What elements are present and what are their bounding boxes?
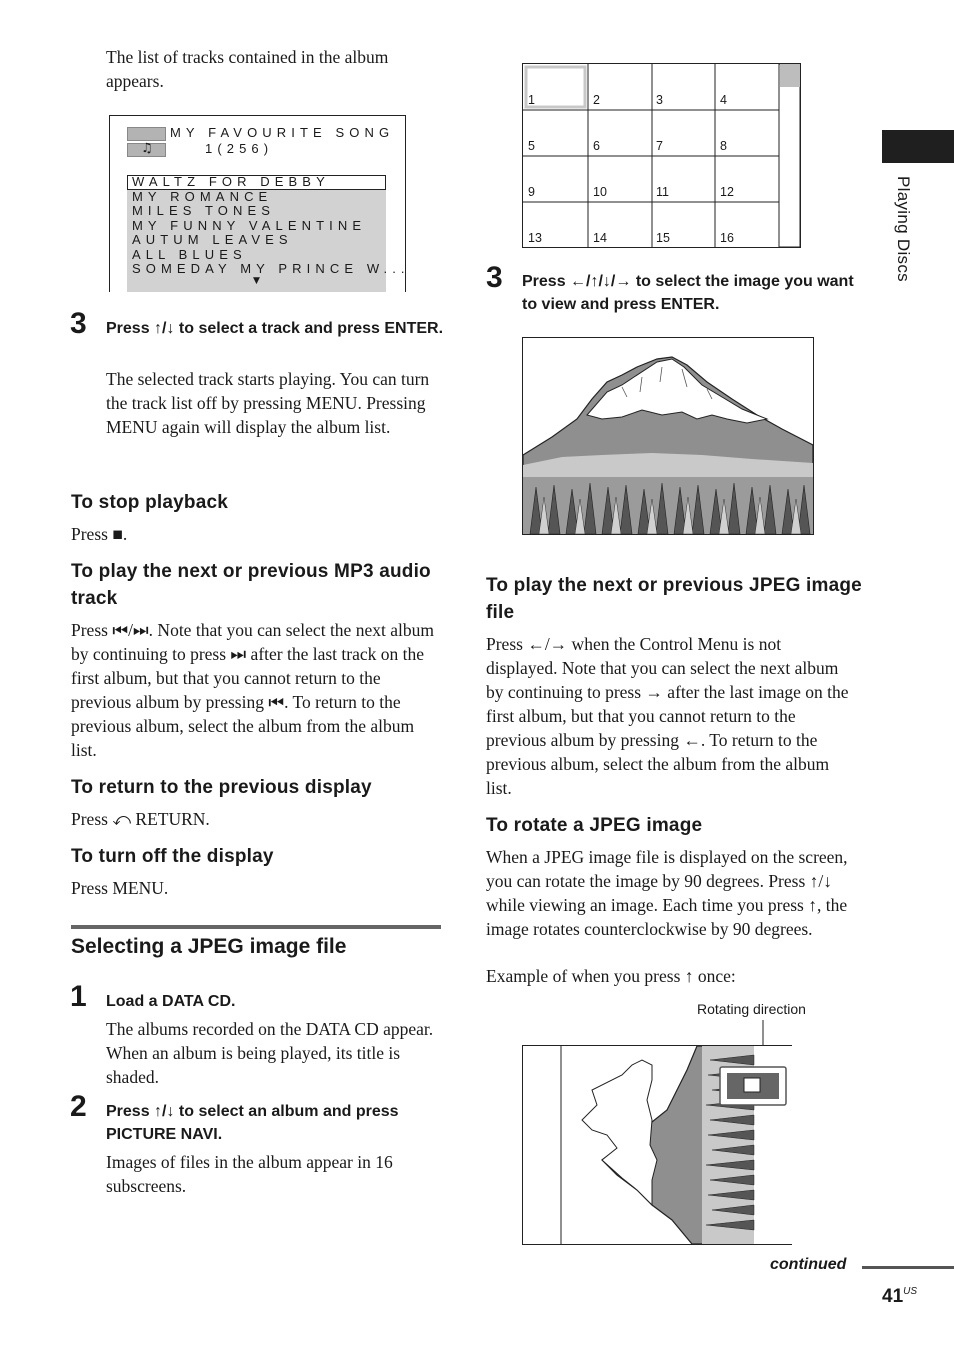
subscreen-4[interactable]: 4 <box>720 93 727 107</box>
chapter-label: Playing Discs <box>894 176 913 282</box>
grid-lines <box>523 64 800 247</box>
return-display-heading: To return to the previous display <box>71 777 372 798</box>
osd-track: SOMEDAY MY PRINCE W... <box>132 261 410 276</box>
subscreen-8[interactable]: 8 <box>720 139 727 153</box>
subscreen-15[interactable]: 15 <box>656 231 670 245</box>
page-number <box>882 1286 917 1308</box>
scroll-down-icon: ▼ <box>253 276 260 286</box>
osd-album-title: MY FAVOURITE SONG <box>170 125 395 140</box>
osd-track: ALL BLUES <box>132 247 247 262</box>
step-title: Press ←/↑/↓/→ to select the image you want to view and press ENTER. <box>522 273 854 313</box>
subscreen-1[interactable]: 1 <box>528 93 535 107</box>
next-prev-jpeg-heading: To play the next or previous JPEG image file <box>486 575 862 623</box>
subscreen-11[interactable]: 11 <box>656 185 669 199</box>
step-title: Press ↑/↓ to select an album and press PICTURE NAVI. <box>106 1103 399 1143</box>
step-title: Load a DATA CD. <box>106 993 236 1010</box>
return-display-text: Press ⤺ RETURN. <box>71 809 210 829</box>
subscreen-12[interactable]: 12 <box>720 185 734 199</box>
subscreen-13[interactable]: 13 <box>528 231 542 245</box>
section-rule <box>71 925 441 929</box>
osd-track: MILES TONES <box>132 203 276 218</box>
continued-rule <box>862 1266 954 1269</box>
next-prev-mp3-heading: To play the next or previous MP3 audio track <box>71 561 431 609</box>
step-number: 3 <box>486 261 503 294</box>
subscreen-3[interactable]: 3 <box>656 93 663 107</box>
continued-label: continued <box>770 1256 847 1273</box>
step-text: The albums recorded on the DATA CD appear. When an album is being played, its title is shaded. <box>106 1019 434 1087</box>
osd-track: MY ROMANCE <box>132 189 273 204</box>
section-title: Selecting a JPEG image file <box>71 935 347 958</box>
osd-track: AUTUM LEAVES <box>132 232 293 247</box>
chapter-tab <box>882 130 954 163</box>
next-prev-mp3-text: Press ⏮/⏭. Note that you can select the next album by continuing to press ⏭ after the last track on the first album, but that you cannot return to the previous album by pressing ⏮. To return to the previous album, select the album from the album list. <box>71 620 434 760</box>
rotating-direction-label: Rotating direction <box>697 1001 806 1017</box>
subscreen-16[interactable]: 16 <box>720 231 734 245</box>
step-text: Images of files in the album appear in 16 subscreens. <box>106 1152 393 1196</box>
rotate-heading: To rotate a JPEG image <box>486 815 703 836</box>
subscreen-10[interactable]: 10 <box>593 185 607 199</box>
turn-off-heading: To turn off the display <box>71 846 274 867</box>
subscreen-6[interactable]: 6 <box>593 139 600 153</box>
osd-track: MY FUNNY VALENTINE <box>132 218 367 233</box>
subscreen-14[interactable]: 14 <box>593 231 607 245</box>
turn-off-text: Press MENU. <box>71 878 169 898</box>
thumbnail-grid <box>522 63 801 248</box>
page-number-suffix: US <box>903 1286 918 1297</box>
step-number: 2 <box>70 1090 87 1123</box>
music-note-icon: ♫ <box>127 143 166 157</box>
step-text: The selected track starts playing. You can turn the track list off by pressing MENU. Pressing MENU again will display the album list. <box>106 369 430 437</box>
next-prev-jpeg-text: Press ←/→ when the Control Menu is not displayed. Note that you can select the next album by continuing to press → after the last image on the first album, but that you cannot return to the previous album by pressing ←. To return to the previous album, select the album from the album list. <box>486 634 849 798</box>
subscreen-7[interactable]: 7 <box>656 139 663 153</box>
step-title: Press ↑/↓ to select a track and press ENTER. <box>106 320 444 337</box>
page-number-value: 41 <box>882 1286 904 1307</box>
step-number: 3 <box>70 307 87 340</box>
stop-text: Press ■. <box>71 524 128 544</box>
osd-track: WALTZ FOR DEBBY <box>132 174 330 189</box>
subscreen-9[interactable]: 9 <box>528 185 535 199</box>
stop-heading: To stop playback <box>71 492 228 513</box>
osd-track-count: 1(256) <box>205 141 274 156</box>
mountain-image <box>522 337 814 535</box>
rotate-example-text: Example of when you press ↑ once: <box>486 966 736 986</box>
subscreen-2[interactable]: 2 <box>593 93 600 107</box>
rotated-image <box>522 1020 792 1246</box>
rotate-text: When a JPEG image file is displayed on the screen, you can rotate the image by 90 degrees. Press ↑/↓ while viewing an image. Each time you press ↑, the image rotates counterclockwise by 90 degrees. <box>486 847 848 939</box>
step-number: 1 <box>70 980 87 1013</box>
subscreen-5[interactable]: 5 <box>528 139 535 153</box>
album-icon <box>127 127 166 141</box>
intro-text: The list of tracks contained in the album appears. <box>106 47 389 91</box>
track-list-screen <box>109 115 410 292</box>
osd-track-list <box>127 174 410 292</box>
